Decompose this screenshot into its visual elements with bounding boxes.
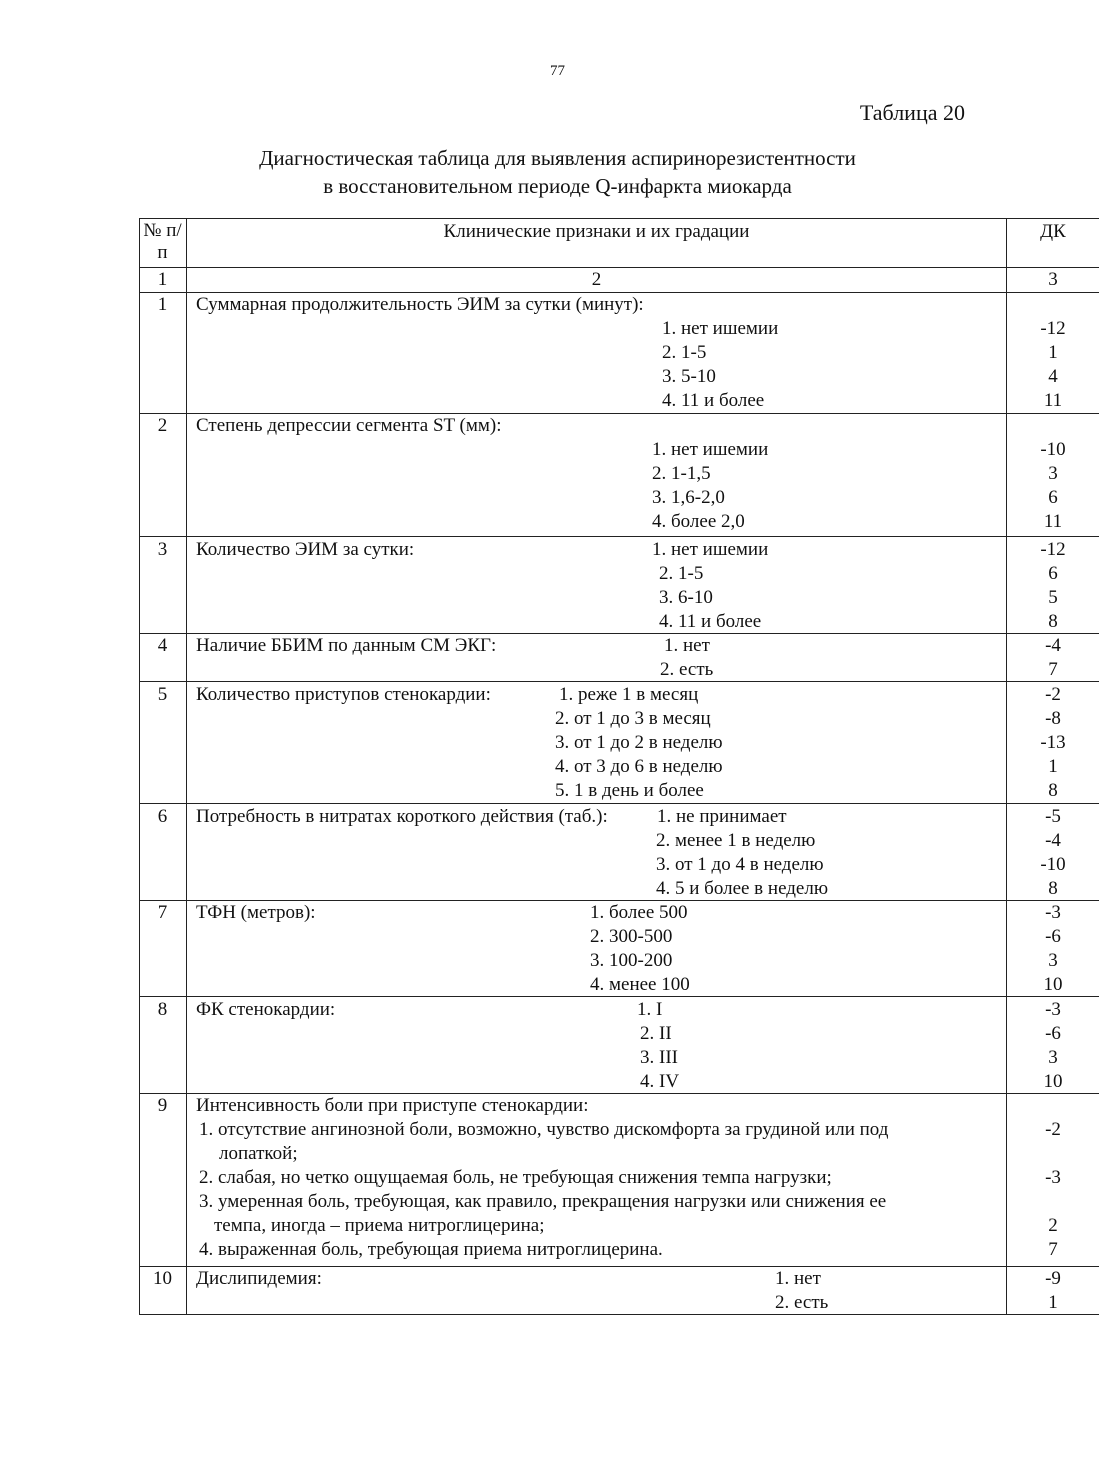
- table-border: [139, 1314, 1099, 1315]
- row-number: 2: [157, 415, 168, 436]
- dk-value: -12: [1040, 318, 1066, 339]
- grade-item: 2. от 1 до 3 в месяц: [555, 708, 711, 729]
- grade-text: темпа, иногда – приема нитроглицерина;: [214, 1215, 545, 1236]
- dk-value: 7: [1048, 1239, 1058, 1260]
- dk-value: 8: [1048, 611, 1058, 632]
- dk-value: 7: [1048, 659, 1058, 680]
- grade-item: 3. 5-10: [662, 366, 716, 387]
- grade-item: 3. 6-10: [659, 587, 713, 608]
- dk-value: 3: [1048, 950, 1058, 971]
- grade-item: 3. от 1 до 4 в неделю: [656, 854, 824, 875]
- header-index-3: 3: [1048, 269, 1058, 290]
- dk-value: 10: [1043, 1071, 1063, 1092]
- row-number: 3: [157, 539, 168, 560]
- dk-value: -6: [1045, 926, 1061, 947]
- grade-item: 1. нет: [775, 1268, 821, 1289]
- dk-value: -3: [1045, 999, 1061, 1020]
- row-number: 8: [157, 999, 168, 1020]
- row-label: Количество ЭИМ за сутки:: [196, 539, 415, 560]
- dk-value: -13: [1040, 732, 1066, 753]
- grade-item: 3. III: [640, 1047, 678, 1068]
- dk-value: 3: [1048, 463, 1058, 484]
- table-border: [139, 218, 1099, 219]
- dk-value: -10: [1040, 854, 1066, 875]
- grade-item: 3. 1,6-2,0: [652, 487, 725, 508]
- dk-value: -4: [1045, 830, 1061, 851]
- grade-item: 4. 11 и более: [662, 390, 765, 411]
- dk-value: 1: [1048, 756, 1058, 777]
- grade-text: 3. умеренная боль, требующая, как правило, прекращения нагрузки или снижения ее: [199, 1191, 887, 1212]
- grade-item: 1. нет ишемии: [652, 539, 769, 560]
- row-number: 1: [157, 294, 168, 315]
- table-label: Таблица 20: [859, 100, 965, 125]
- row-number: 5: [157, 684, 168, 705]
- dk-value: -5: [1045, 806, 1061, 827]
- grade-item: 4. менее 100: [590, 974, 690, 995]
- grade-item: 2. 1-1,5: [652, 463, 711, 484]
- dk-value: -9: [1045, 1268, 1061, 1289]
- grade-text: 2. слабая, но четко ощущаемая боль, не требующая снижения темпа нагрузки;: [199, 1167, 832, 1188]
- grade-item: 1. не принимает: [657, 806, 787, 827]
- row-label: Дислипидемия:: [196, 1268, 322, 1289]
- dk-value: 8: [1048, 780, 1058, 801]
- row-label: Количество приступов стенокардии:: [196, 684, 491, 705]
- dk-value: 6: [1048, 487, 1058, 508]
- grade-item: 1. нет: [664, 635, 710, 656]
- row-number: 6: [157, 806, 168, 827]
- row-number: 7: [157, 902, 168, 923]
- row-label: ТФН (метров):: [196, 902, 316, 923]
- grade-text: 4. выраженная боль, требующая приема нитроглицерина.: [199, 1239, 663, 1260]
- row-label: Интенсивность боли при приступе стенокардии:: [196, 1095, 589, 1116]
- grade-item: 4. 5 и более в неделю: [656, 878, 829, 899]
- title-line-2: в восстановительном периоде Q-инфаркта миокарда: [323, 174, 792, 198]
- title-line-1: Диагностическая таблица для выявления аспиринорезистентности: [259, 146, 856, 170]
- dk-value: 11: [1043, 390, 1063, 411]
- grade-item: 4. IV: [640, 1071, 680, 1092]
- dk-value: 4: [1048, 366, 1058, 387]
- page-number: 77: [550, 63, 565, 79]
- dk-value: -4: [1045, 635, 1061, 656]
- dk-value: 1: [1048, 342, 1058, 363]
- dk-value: -3: [1045, 1167, 1061, 1188]
- table-border: [139, 681, 1099, 682]
- row-label: Потребность в нитратах короткого действия (таб.):: [196, 806, 608, 827]
- header-dk: ДК: [1040, 221, 1066, 242]
- grade-item: 2. II: [640, 1023, 672, 1044]
- grade-text: 1. отсутствие ангинозной боли, возможно, чувство дискомфорта за грудиной или под: [199, 1119, 889, 1140]
- table-title: [0, 144, 1115, 200]
- row-label: Степень депрессии сегмента ST (мм):: [196, 415, 502, 436]
- grade-item: 1. нет ишемии: [652, 439, 769, 460]
- grade-item: 2. менее 1 в неделю: [656, 830, 816, 851]
- dk-value: -2: [1045, 1119, 1061, 1140]
- grade-item: 4. 11 и более: [659, 611, 762, 632]
- grade-item: 2. 1-5: [659, 563, 704, 584]
- dk-value: 10: [1043, 974, 1063, 995]
- dk-value: 6: [1048, 563, 1058, 584]
- grade-text: лопаткой;: [219, 1143, 298, 1164]
- grade-item: 4. более 2,0: [652, 511, 745, 532]
- row-label: Наличие ББИМ по данным СМ ЭКГ:: [196, 635, 497, 656]
- grade-item: 1. нет ишемии: [662, 318, 779, 339]
- dk-value: -3: [1045, 902, 1061, 923]
- dk-value: -12: [1040, 539, 1066, 560]
- grade-item: 2. 300-500: [590, 926, 673, 947]
- row-label: ФК стенокардии:: [196, 999, 336, 1020]
- grade-item: 4. от 3 до 6 в неделю: [555, 756, 723, 777]
- header-index-2: 2: [591, 269, 602, 290]
- dk-value: -8: [1045, 708, 1061, 729]
- dk-value: -10: [1040, 439, 1066, 460]
- table-border: [186, 218, 187, 1315]
- grade-item: 1. более 500: [590, 902, 688, 923]
- dk-value: 1: [1048, 1292, 1058, 1313]
- header-num: № п/п: [143, 220, 182, 263]
- dk-value: -6: [1045, 1023, 1061, 1044]
- dk-value: 3: [1048, 1047, 1058, 1068]
- grade-item: 1. реже 1 в месяц: [559, 684, 699, 705]
- grade-item: 5. 1 в день и более: [555, 780, 704, 801]
- dk-value: 11: [1043, 511, 1063, 532]
- grade-item: 3. 100-200: [590, 950, 673, 971]
- dk-value: 5: [1048, 587, 1058, 608]
- row-label: Суммарная продолжительность ЭИМ за сутки (минут):: [196, 294, 644, 315]
- row-number: 9: [157, 1095, 168, 1116]
- dk-value: 2: [1048, 1215, 1058, 1236]
- grade-item: 2. есть: [660, 659, 714, 680]
- row-number: 10: [153, 1268, 172, 1289]
- table-border: [139, 803, 1099, 804]
- header-signs: Клинические признаки и их градации: [443, 221, 750, 242]
- grade-item: 3. от 1 до 2 в неделю: [555, 732, 723, 753]
- dk-value: -2: [1045, 684, 1061, 705]
- table-border: [139, 536, 1099, 537]
- grade-item: 1. I: [637, 999, 663, 1020]
- row-number: 4: [157, 635, 168, 656]
- dk-value: 8: [1048, 878, 1058, 899]
- grade-item: 2. 1-5: [662, 342, 707, 363]
- header-index-1: 1: [157, 269, 168, 290]
- grade-item: 2. есть: [775, 1292, 829, 1313]
- table-border: [139, 218, 140, 1315]
